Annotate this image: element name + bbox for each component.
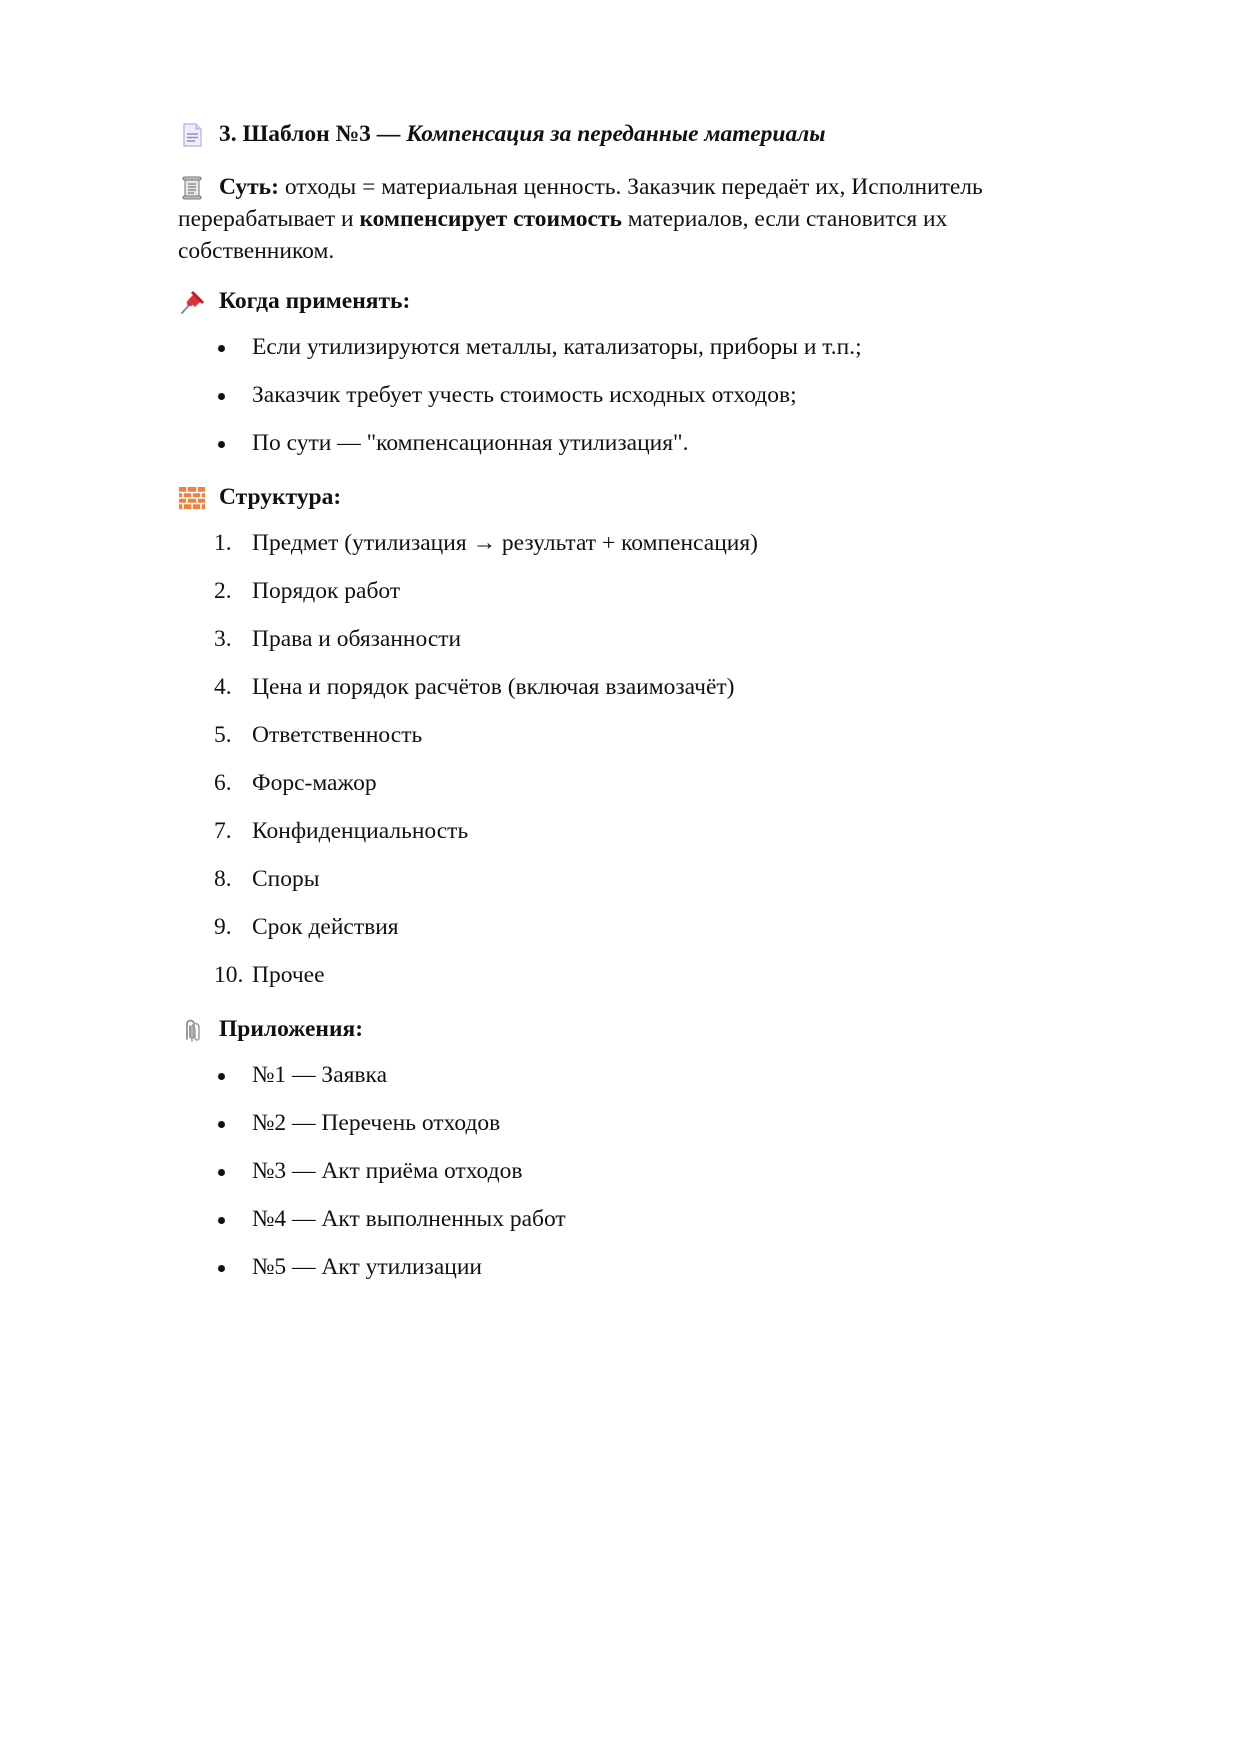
list-number: 7. [214,818,232,844]
appendices-heading-text: Приложения: [219,1016,364,1042]
list-number: 8. [214,866,232,892]
list-number: 10. [214,962,244,988]
bullet-marker [218,1169,225,1176]
list-item [178,719,1058,767]
bricks-icon [178,485,206,511]
appendices-heading [178,1013,1058,1045]
page-title [178,118,1058,150]
title-prefix: 3. Шаблон №3 — [219,121,407,147]
essence-text-2: материалов, если становится их собственником. [178,206,948,264]
list-item-text: Срок действия [252,914,399,940]
list-number: 6. [214,770,232,796]
list-item-text: Предмет (утилизация → результат + компенсация) [252,530,758,556]
title-italic: Компенсация за переданные материалы [406,121,826,147]
list-item [178,1107,1058,1155]
essence-paragraph [178,171,1058,267]
bullet-marker [218,1217,225,1224]
list-item [178,575,1058,623]
list-number: 3. [214,626,232,652]
list-item-text: По сути — "компенсационная утилизация". [252,430,689,456]
list-item-text: №2 — Перечень отходов [252,1110,501,1136]
list-number: 1. [214,530,232,556]
list-number: 2. [214,578,232,604]
list-item-text: Права и обязанности [252,626,462,652]
list-item [178,1155,1058,1203]
list-item [178,623,1058,671]
list-item-text: №4 — Акт выполненных работ [252,1206,566,1232]
document-content [178,118,1058,1291]
bullet-marker [218,393,225,400]
list-item-text: №1 — Заявка [252,1062,388,1088]
list-item [178,527,1058,575]
when-list [178,331,1058,467]
list-number: 9. [214,914,232,940]
list-number: 4. [214,674,232,700]
list-item-text: №5 — Акт утилизации [252,1254,482,1280]
list-item [178,767,1058,815]
list-item [178,959,1058,999]
list-item [178,331,1058,379]
scroll-icon [180,176,204,200]
list-item [178,1059,1058,1107]
structure-heading [178,481,1058,513]
page-facing-up-icon [178,122,206,148]
list-item-text: Если утилизируются металлы, катализаторы, приборы и т.п.; [252,334,862,360]
list-item-text: №3 — Акт приёма отходов [252,1158,523,1184]
appendices-list [178,1059,1058,1291]
bullet-marker [218,441,225,448]
bullet-marker [218,345,225,352]
list-item-text: Форс-мажор [252,770,377,796]
list-number: 5. [214,722,232,748]
list-item-text: Ответственность [252,722,423,748]
essence-bold: компенсирует стоимость [359,206,622,232]
list-item [178,427,1058,467]
pushpin-icon [178,289,206,315]
list-item [178,911,1058,959]
list-item-text: Прочее [252,962,325,988]
list-item [178,379,1058,427]
list-item-text: Споры [252,866,320,892]
essence-label: Суть: [219,174,279,200]
list-item [178,1251,1058,1291]
essence-text-1: отходы = материальная ценность. Заказчик передаёт их, Исполнитель перерабатывает и [178,174,983,232]
list-item-text: Цена и порядок расчётов (включая взаимозачёт) [252,674,735,700]
when-heading [178,285,1058,317]
paperclips-icon [178,1017,206,1043]
list-item [178,671,1058,719]
when-heading-text: Когда применять: [219,288,411,314]
list-item [178,1203,1058,1251]
list-item-text: Заказчик требует учесть стоимость исходных отходов; [252,382,797,408]
structure-list [178,527,1058,999]
bullet-marker [218,1073,225,1080]
list-item-text: Порядок работ [252,578,401,604]
list-item-text: Конфиденциальность [252,818,469,844]
list-item [178,863,1058,911]
list-item [178,815,1058,863]
bullet-marker [218,1121,225,1128]
bullet-marker [218,1265,225,1272]
structure-heading-text: Структура: [219,484,342,510]
